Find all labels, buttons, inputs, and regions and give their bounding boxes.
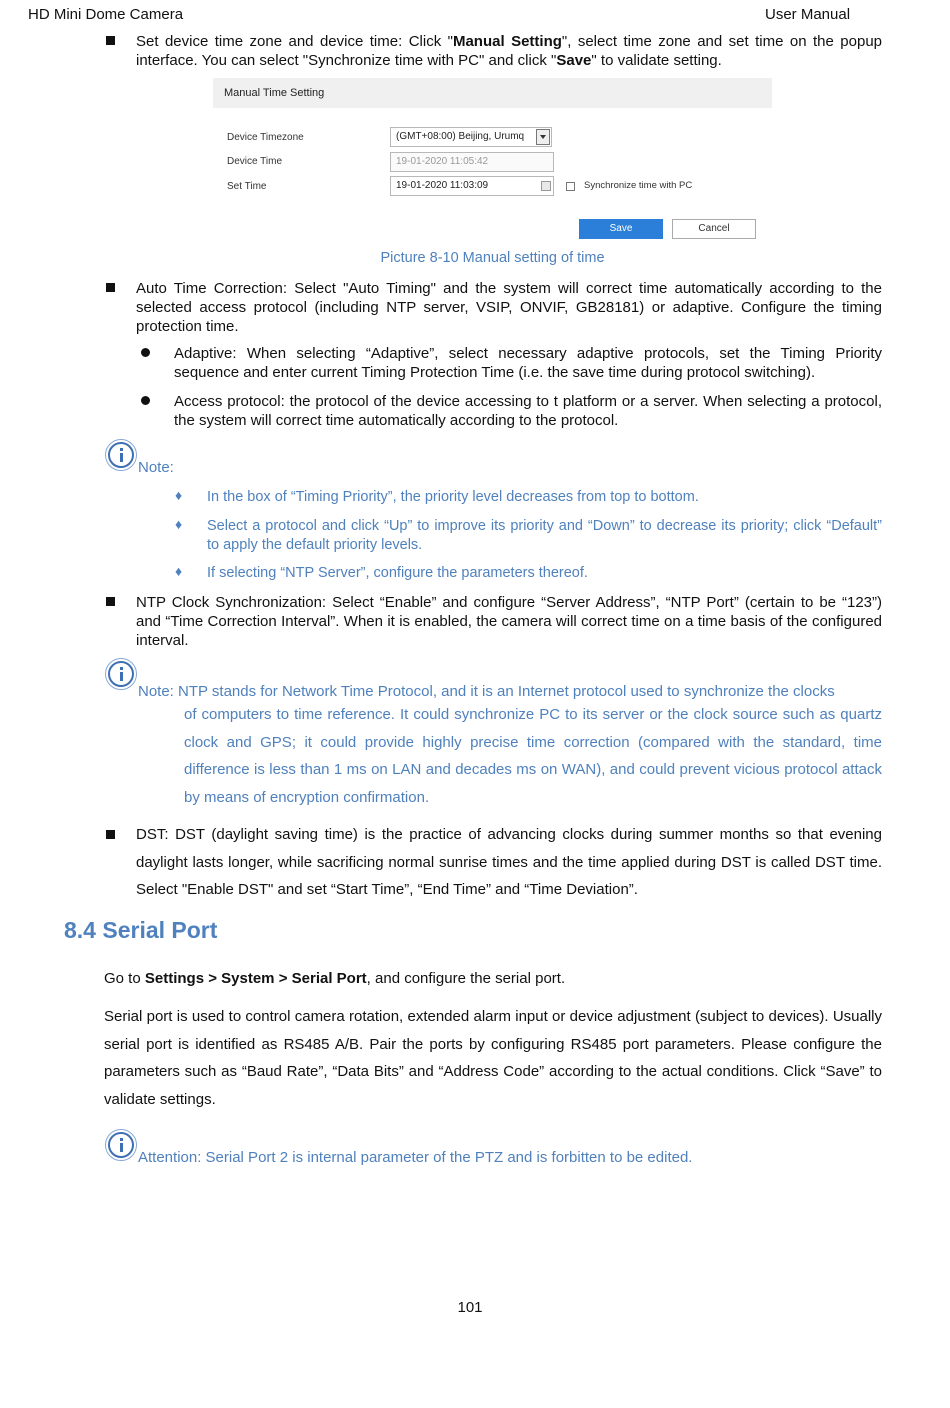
info-icon <box>108 1132 134 1158</box>
save-button[interactable]: Save <box>579 219 663 239</box>
calendar-icon[interactable] <box>541 181 551 191</box>
round-bullet <box>141 396 150 405</box>
sync-pc-checkbox[interactable] <box>566 182 575 191</box>
section-title: Serial Port <box>102 917 218 943</box>
serial-port-paragraph: Serial port is used to control camera rotation, extended alarm input or device adjustment (subject to devices). Usually serial port is identified as RS485 A/B. Pair the ports by configuring RS485 port parameters. Please configure the parameters such as “Baud Rate”, “Data Bits” and “Address Code” according to the actual conditions. Click “Save” to validate settings. <box>104 1008 882 1108</box>
cancel-button[interactable]: Cancel <box>672 219 756 239</box>
note-item: Select a protocol and click “Up” to improve its priority and “Down” to decrease its priority; click “Default” to apply the default priority levels. <box>207 518 882 553</box>
chevron-down-icon <box>536 129 550 145</box>
manual-time-setting-panel <box>213 78 773 246</box>
bullet-dst: DST: DST (daylight saving time) is the practice of advancing clocks during summer months so that evening daylight lasts longer, while sacrificing normal sunrise times and the time applied during DST is called DST time. Select "Enable DST" and set “Start Time”, “End Time” and “Time Deviation”. <box>136 826 882 898</box>
info-icon <box>108 661 134 687</box>
sub-bullet-adaptive: Adaptive: When selecting “Adaptive”, select necessary adaptive protocols, set the Timing Priority sequence and enter current Timing Protection Time (i.e. the save time during protocol switching). <box>174 345 882 381</box>
note-item: In the box of “Timing Priority”, the priority level decreases from top to bottom. <box>207 489 699 505</box>
device-time-field: 19-01-2020 11:05:42 <box>390 152 554 172</box>
note-label: Note: <box>138 459 174 476</box>
section-number: 8.4 <box>64 917 96 943</box>
info-icon <box>108 442 134 468</box>
sync-pc-label: Synchronize time with PC <box>584 180 693 191</box>
diamond-bullet-icon: ♦ <box>175 516 183 532</box>
bullet-ntp-sync: NTP Clock Synchronization: Select “Enable” and configure “Server Address”, “NTP Port” (certain to be “123”) and “Time Correction Interval”. When it is enabled, the camera will correct time on a time basis of the configured interval. <box>136 594 882 649</box>
set-time-label: Set Time <box>227 181 267 192</box>
bullet-manual-setting: Set device time zone and device time: Click "Manual Setting", select time zone and set time on the popup interface. You can select "Synchronize time with PC" and click "Save" to validate setting. <box>136 33 883 69</box>
diamond-bullet-icon: ♦ <box>175 487 183 503</box>
bullet-auto-time-correction: Auto Time Correction: Select "Auto Timing" and the system will correct time automatically according to the selected access protocol (including NTP server, VSIP, ONVIF, GB28181) or adaptive. Configure the timing protection time. <box>136 280 882 335</box>
device-time-label: Device Time <box>227 156 283 167</box>
square-bullet <box>106 830 115 839</box>
diamond-bullet-icon: ♦ <box>175 563 183 579</box>
set-time-input[interactable]: 19-01-2020 11:03:09 <box>390 176 554 196</box>
square-bullet <box>106 36 115 45</box>
figure-caption: Picture 8-10 Manual setting of time <box>380 250 605 266</box>
header-manual-label: User Manual <box>765 6 851 23</box>
ntp-note-body: of computers to time reference. It could synchronize PC to its server or the clock source such as quartz clock and GPS; it could provide highly precise time correction (compared with the standard, time difference is less than 1 ms on LAN and decades ms on WAN), and could prevent vicious protocol attack by means of encryption confirmation. <box>184 706 882 806</box>
note-item: If selecting “NTP Server”, configure the parameters thereof. <box>207 565 588 581</box>
round-bullet <box>141 348 150 357</box>
page-number: 101 <box>457 1299 483 1316</box>
square-bullet <box>106 283 115 292</box>
ntp-note-first-line: Note: NTP stands for Network Time Protocol, and it is an Internet protocol used to synchronize the clocks <box>138 683 835 700</box>
device-timezone-label: Device Timezone <box>227 132 304 143</box>
panel-title: Manual Time Setting <box>213 78 772 108</box>
device-timezone-select[interactable]: (GMT+08:00) Beijing, Urumq <box>390 127 552 147</box>
square-bullet <box>106 597 115 606</box>
goto-path: Go to Settings > System > Serial Port, and configure the serial port. <box>104 970 566 987</box>
header-doc-title: HD Mini Dome Camera <box>28 6 184 23</box>
attention-note: Attention: Serial Port 2 is internal parameter of the PTZ and is forbitten to be edited. <box>138 1149 693 1166</box>
section-heading <box>64 917 217 944</box>
sub-bullet-access-protocol: Access protocol: the protocol of the device accessing to t platform or a server. When selecting a protocol, the system will correct time automatically according to the protocol. <box>174 393 882 429</box>
